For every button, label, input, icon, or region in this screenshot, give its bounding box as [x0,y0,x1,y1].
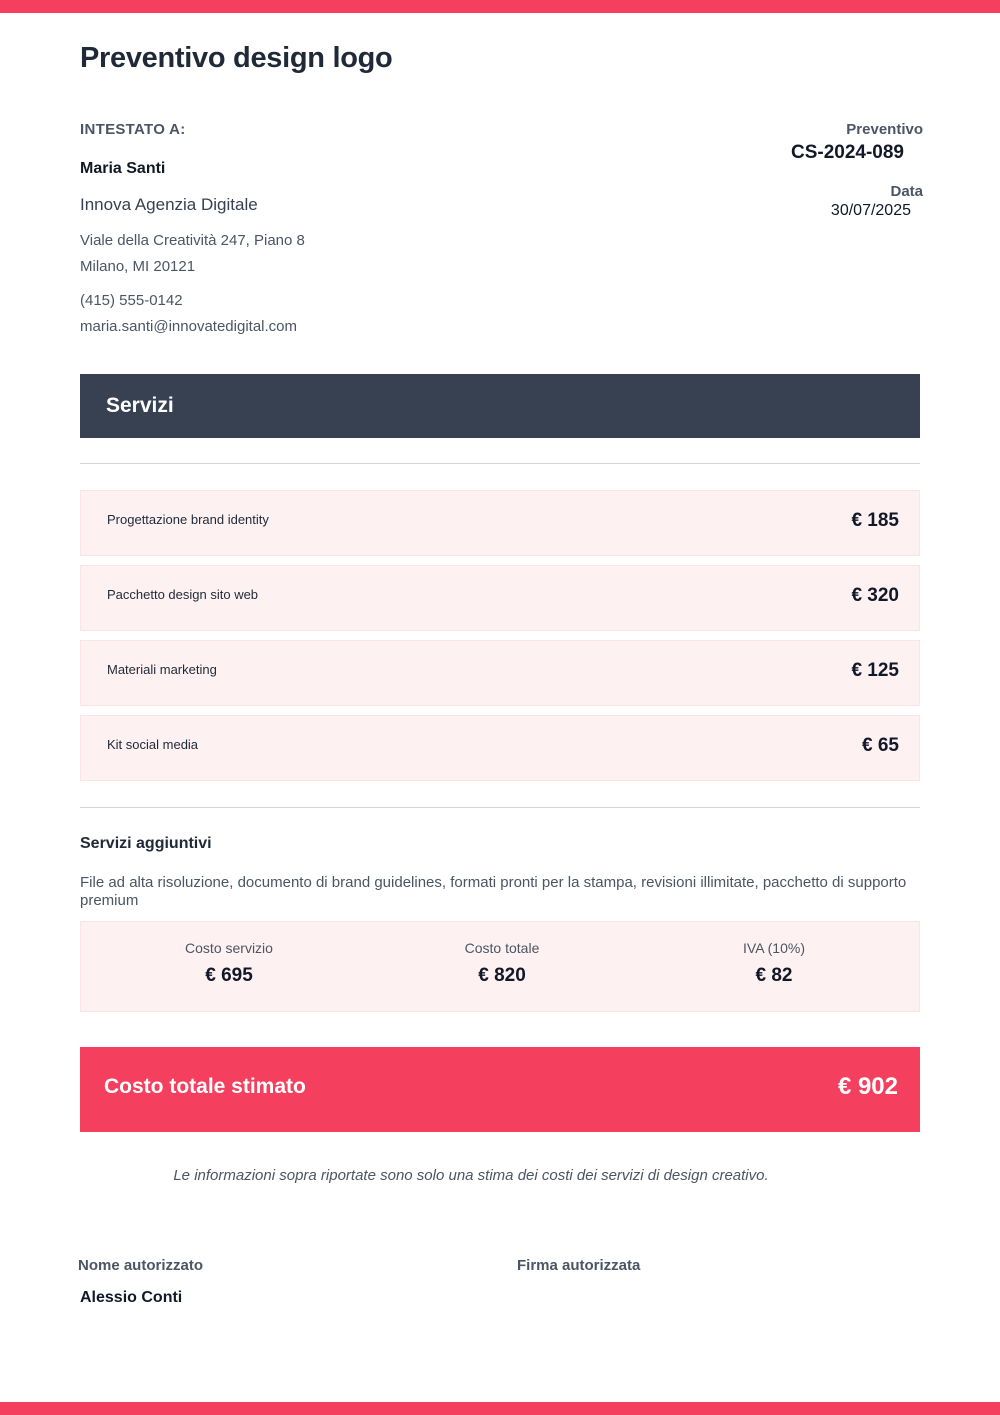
client-name: Maria Santi [80,160,166,177]
client-contact [80,288,500,340]
address-line-1: Viale della Creatività 247, Piano 8 [80,232,305,249]
service-row [80,490,920,556]
service-price: € 185 [851,510,899,531]
disclaimer-text: Le informazioni sopra riportate sono solo una stima dei costi dei servizi di design creativo. [173,1167,769,1184]
client-email: maria.santi@innovatedigital.com [80,318,297,335]
service-row [80,715,920,781]
quote-date: 30/07/2025 [830,202,911,219]
service-price: € 125 [851,660,899,681]
vat-block [674,940,874,987]
divider [80,463,920,464]
service-row [80,565,920,631]
service-row [80,640,920,706]
service-name: Progettazione brand identity [107,512,269,527]
services-heading: Servizi [106,394,174,417]
service-price: € 320 [851,585,899,606]
bottom-accent-bar [0,1402,1000,1415]
extras-description: File ad alta risoluzione, documento di brand guidelines, formati pronti per la stampa, revisioni illimitate, pacchetto di supporto premium [80,874,907,909]
address-line-2: Milano, MI 20121 [80,258,196,275]
date-label: Data [890,183,923,200]
page-title: Preventivo design logo [80,42,393,74]
total-cost-block [402,940,602,987]
service-cost-value: € 695 [205,965,253,986]
total-cost-label: Costo totale [464,940,540,956]
client-phone: (415) 555-0142 [80,292,183,309]
total-cost-value: € 820 [478,965,526,986]
client-address [80,228,500,280]
estimated-total-value: € 902 [837,1073,898,1100]
service-price: € 65 [862,735,899,756]
estimated-total-banner [80,1047,920,1132]
quote-meta [683,121,923,220]
vat-label: IVA (10%) [743,940,805,956]
bill-to-label: INTESTATO A: [80,121,186,138]
service-cost-label: Costo servizio [185,940,273,956]
quote-number-label: Preventivo [846,121,923,138]
services-header [80,374,920,438]
quote-number: CS-2024-089 [790,142,904,163]
divider [80,807,920,808]
service-name: Materiali marketing [107,662,217,677]
authorized-signature-label: Firma autorizzata [517,1257,641,1274]
service-cost-block [129,940,329,987]
top-accent-bar [0,0,1000,13]
service-name: Pacchetto design sito web [107,587,259,602]
services-list [80,490,920,790]
estimated-total-label: Costo totale stimato [104,1075,306,1098]
authorized-name-label: Nome autorizzato [78,1257,204,1274]
authorized-name: Alessio Conti [80,1289,183,1306]
service-name: Kit social media [107,737,199,752]
extras-title: Servizi aggiuntivi [80,835,212,852]
client-company: Innova Agenzia Digitale [80,195,258,214]
bill-to-section [80,121,500,340]
cost-summary [80,921,920,1012]
vat-value: € 82 [755,965,793,986]
